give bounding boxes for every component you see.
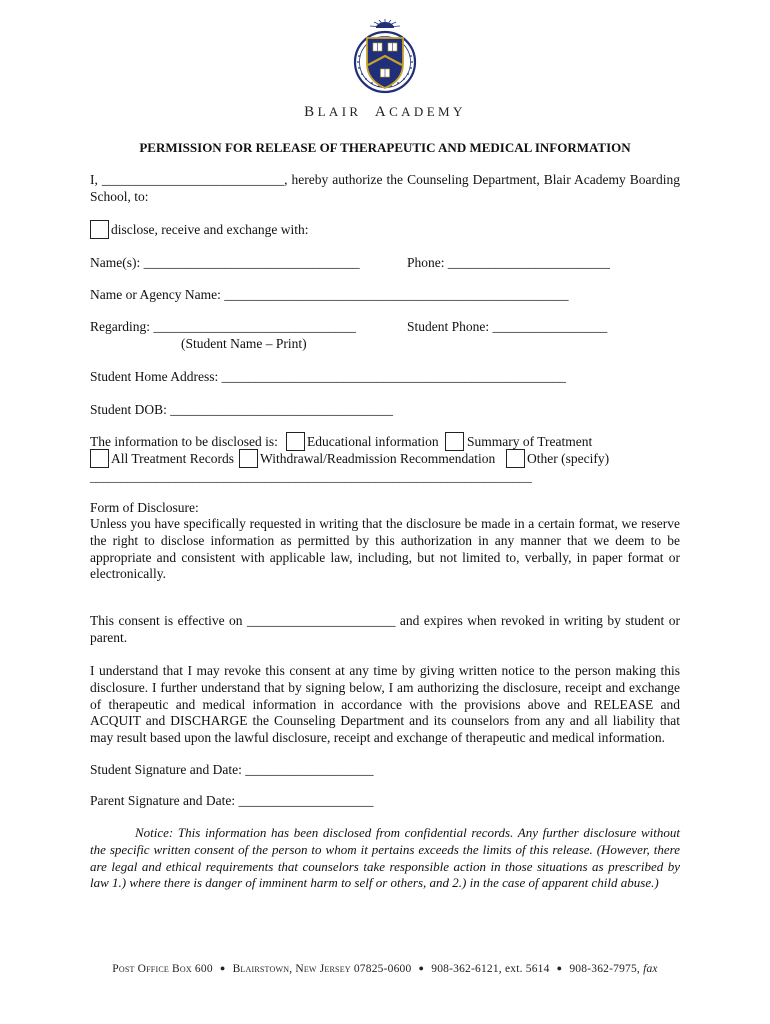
checkbox-all-records[interactable]: [90, 449, 109, 468]
footer-fax-label: fax: [643, 963, 658, 975]
revocation-statement: I understand that I may revoke this consent at any time by giving written notice to the person making this disclosure. I further understand that by signing below, I am authorizing the disclosure, receipt and exchange of therapeutic and medical information in accordance with the provisions above and RELEASE and ACQUIT and DISCHARGE the Counseling Department and its counselors from any and all liability that may result based upon the lawful disclosure, receipt and exchange of therapeutic and medical information.: [90, 663, 680, 746]
academy-name-initial: B: [304, 104, 318, 120]
shield-crest-icon: [343, 18, 427, 98]
academy-crest: [343, 18, 427, 98]
bullet-icon: ●: [219, 963, 226, 973]
student-signature-field[interactable]: Student Signature and Date: ___________________: [90, 762, 374, 777]
form-of-disclosure-body: Unless you have specifically requested in writing that the disclosure be made in a certain format, we reserve the right to disclose information as permitted by this authorization in any manner that we deem to be appropriate and consistent with applicable law, including, but not limited to, verbally, in paper format or electronically.: [90, 516, 680, 582]
disclose-checkbox[interactable]: [90, 220, 109, 239]
footer-address: [0, 963, 770, 975]
option-educational-label: Educational information: [307, 434, 439, 449]
checkbox-educational[interactable]: [286, 432, 305, 451]
specify-other-line[interactable]: _________________________________________________________________________: [90, 470, 532, 484]
footer-po-box: Post Office Box 600: [112, 963, 213, 975]
agency-name-field[interactable]: Name or Agency Name: ___________________________________________________: [90, 287, 569, 302]
bullet-icon: ●: [556, 963, 563, 973]
student-dob-field[interactable]: Student DOB: _________________________________: [90, 402, 394, 417]
information-lead: The information to be disclosed is:: [90, 434, 278, 449]
option-all-records-label: All Treatment Records: [111, 451, 234, 466]
academy-name-part: CADEMY: [389, 104, 466, 119]
disclose-label: disclose, receive and exchange with:: [111, 222, 309, 237]
consent-effective[interactable]: This consent is effective on ______________________ and expires when revoked in writing by student or parent.: [90, 613, 680, 645]
academy-name-part: LAIR: [317, 104, 362, 119]
student-name-hint: (Student Name – Print): [181, 336, 307, 351]
footer-phone: 908-362-6121, ext. 5614: [431, 963, 550, 975]
phone-field[interactable]: Phone: ________________________: [407, 255, 610, 270]
names-field[interactable]: Name(s): ________________________________: [90, 255, 360, 270]
checkbox-other[interactable]: [506, 449, 525, 468]
bullet-icon: ●: [418, 963, 425, 973]
academy-name-initial: A: [374, 104, 390, 120]
form-title: PERMISSION FOR RELEASE OF THERAPEUTIC AND MEDICAL INFORMATION: [139, 140, 631, 155]
footer-location: Blairstown, New Jersey: [232, 963, 351, 975]
authorization-intro[interactable]: I, ___________________________, hereby authorize the Counseling Department, Blair Academy Boarding School, to:: [90, 172, 680, 204]
academy-name: [0, 104, 770, 121]
option-withdrawal-label: Withdrawal/Readmission Recommendation: [260, 451, 496, 466]
form-of-disclosure-heading: Form of Disclosure:: [90, 500, 199, 515]
student-phone-field[interactable]: Student Phone: _________________: [407, 319, 608, 334]
footer-fax-number: 908-362-7975,: [569, 963, 640, 975]
footer-zip: 07825-0600: [353, 963, 412, 975]
parent-signature-field[interactable]: Parent Signature and Date: ____________________: [90, 793, 374, 808]
confidentiality-notice: Notice: This information has been disclosed from confidential records. Any further disclosure without the specific written consent of the person to whom it pertains exceeds the limits of this release. (However, there are legal and ethical requirements that counselors take responsible action in those situations as prescribed by law 1.) where there is danger of imminent harm to self or others, and 2.) in the case of apparent child abuse.): [90, 825, 680, 891]
student-home-address-field[interactable]: Student Home Address: ___________________________________________________: [90, 369, 566, 384]
option-summary-label: Summary of Treatment: [467, 434, 593, 449]
option-other-label: Other (specify): [527, 451, 610, 466]
checkbox-summary[interactable]: [445, 432, 464, 451]
regarding-field[interactable]: Regarding: ______________________________: [90, 319, 356, 334]
checkbox-withdrawal[interactable]: [239, 449, 258, 468]
